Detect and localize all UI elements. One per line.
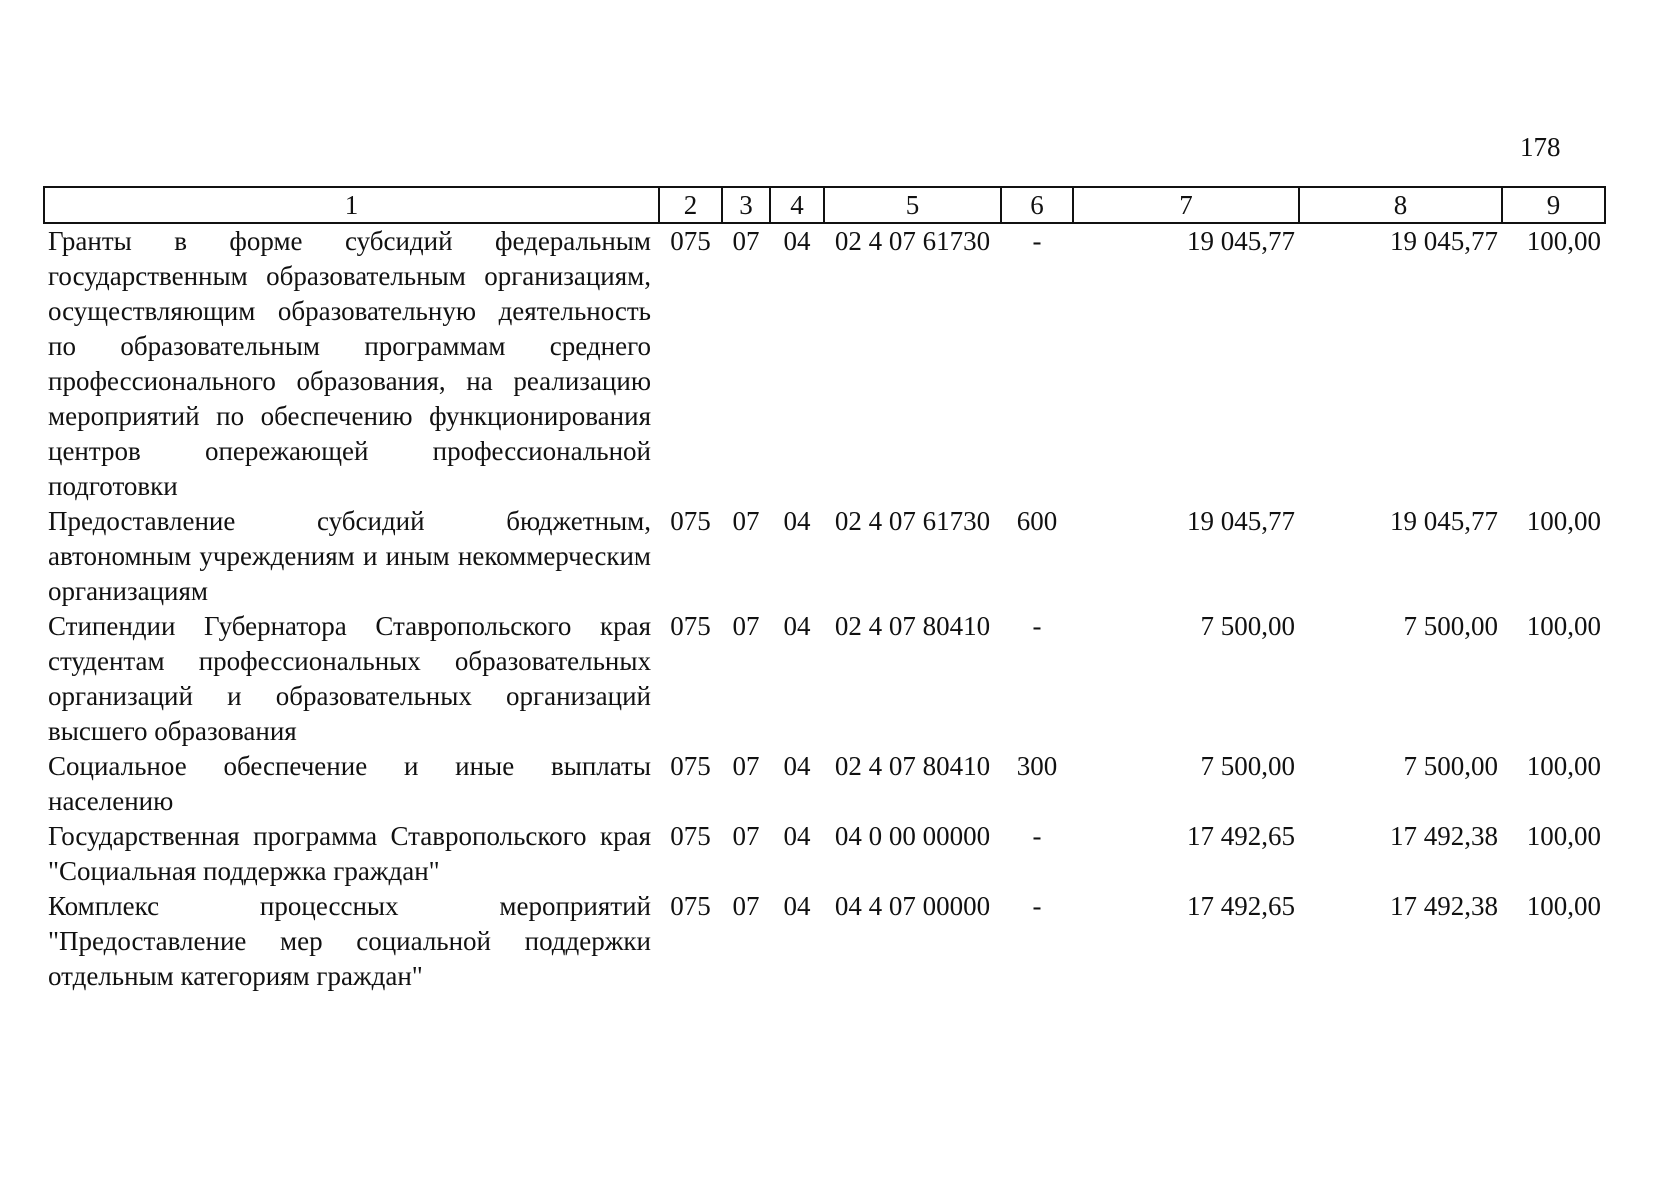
table-row — [44, 609, 1605, 749]
row-description: Стипендии Губернатора Ставропольского края студентам профессиональных образовательных организаций и образовательных организаций высшего образования — [48, 611, 651, 746]
cell-expense-type: - — [1032, 821, 1042, 851]
cell-plan-amount: 7 500,00 — [1200, 611, 1295, 641]
cell-ministry-code: 075 — [670, 751, 711, 781]
column-header: 2 — [659, 187, 722, 223]
cell-actual-amount: 19 045,77 — [1390, 506, 1498, 536]
table-row — [44, 223, 1605, 504]
cell-section: 07 — [732, 611, 760, 641]
row-description: Предоставление субсидий бюджетным, автономным учреждениям и иным некоммерческим организациям — [48, 506, 651, 606]
cell-percent: 100,00 — [1526, 891, 1601, 921]
column-header: 8 — [1299, 187, 1502, 223]
table-row — [44, 749, 1605, 819]
cell-ministry-code: 075 — [670, 506, 711, 536]
cell-expense-type: 300 — [1016, 751, 1058, 781]
row-description: Гранты в форме субсидий федеральным государственным образовательным организациям, осуществляющим образовательную деятельность по образовательным программам среднего профессионального образования, на реализацию мероприятий по обеспечению функционирования центров опережающей профессиональной подготовки — [48, 226, 651, 501]
cell-plan-amount: 17 492,65 — [1187, 821, 1295, 851]
cell-subsection: 04 — [783, 506, 811, 536]
table-row — [44, 819, 1605, 889]
page-number: 178 — [1520, 132, 1561, 162]
budget-table — [43, 186, 1606, 994]
cell-section: 07 — [732, 891, 760, 921]
cell-subsection: 04 — [783, 751, 811, 781]
column-header: 5 — [824, 187, 1001, 223]
row-description: Социальное обеспечение и иные выплаты населению — [48, 751, 651, 816]
cell-plan-amount: 19 045,77 — [1187, 506, 1295, 536]
cell-percent: 100,00 — [1526, 226, 1601, 256]
cell-subsection: 04 — [783, 891, 811, 921]
row-description: Комплекс процессных мероприятий "Предоставление мер социальной поддержки отдельным категориям граждан" — [48, 891, 651, 991]
column-header: 9 — [1502, 187, 1605, 223]
cell-ministry-code: 075 — [670, 226, 711, 256]
cell-target-article: 02 4 07 80410 — [834, 751, 991, 781]
cell-actual-amount: 19 045,77 — [1390, 226, 1498, 256]
cell-subsection: 04 — [783, 226, 811, 256]
cell-section: 07 — [732, 226, 760, 256]
cell-plan-amount: 7 500,00 — [1200, 751, 1295, 781]
column-header: 1 — [44, 187, 659, 223]
cell-plan-amount: 17 492,65 — [1187, 891, 1295, 921]
cell-percent: 100,00 — [1526, 821, 1601, 851]
column-header: 7 — [1073, 187, 1299, 223]
cell-actual-amount: 17 492,38 — [1390, 821, 1498, 851]
header-row — [44, 187, 1605, 223]
cell-percent: 100,00 — [1526, 751, 1601, 781]
cell-expense-type: - — [1032, 891, 1042, 921]
cell-target-article: 02 4 07 61730 — [834, 226, 991, 256]
table-row — [44, 889, 1605, 994]
cell-subsection: 04 — [783, 611, 811, 641]
cell-percent: 100,00 — [1526, 506, 1601, 536]
cell-target-article: 02 4 07 61730 — [834, 506, 991, 536]
cell-target-article: 04 0 00 00000 — [834, 821, 991, 851]
cell-target-article: 02 4 07 80410 — [834, 611, 991, 641]
cell-target-article: 04 4 07 00000 — [834, 891, 991, 921]
cell-expense-type: 600 — [1016, 506, 1058, 536]
column-header: 6 — [1001, 187, 1073, 223]
cell-plan-amount: 19 045,77 — [1187, 226, 1295, 256]
column-header: 4 — [770, 187, 824, 223]
cell-ministry-code: 075 — [670, 611, 711, 641]
cell-actual-amount: 7 500,00 — [1403, 751, 1498, 781]
cell-actual-amount: 17 492,38 — [1390, 891, 1498, 921]
cell-expense-type: - — [1032, 226, 1042, 256]
cell-expense-type: - — [1032, 611, 1042, 641]
column-header: 3 — [722, 187, 770, 223]
cell-actual-amount: 7 500,00 — [1403, 611, 1498, 641]
cell-ministry-code: 075 — [670, 821, 711, 851]
table-row — [44, 504, 1605, 609]
cell-section: 07 — [732, 821, 760, 851]
cell-ministry-code: 075 — [670, 891, 711, 921]
cell-percent: 100,00 — [1526, 611, 1601, 641]
cell-subsection: 04 — [783, 821, 811, 851]
row-description: Государственная программа Ставропольского края "Социальная поддержка граждан" — [48, 821, 651, 886]
cell-section: 07 — [732, 506, 760, 536]
cell-section: 07 — [732, 751, 760, 781]
